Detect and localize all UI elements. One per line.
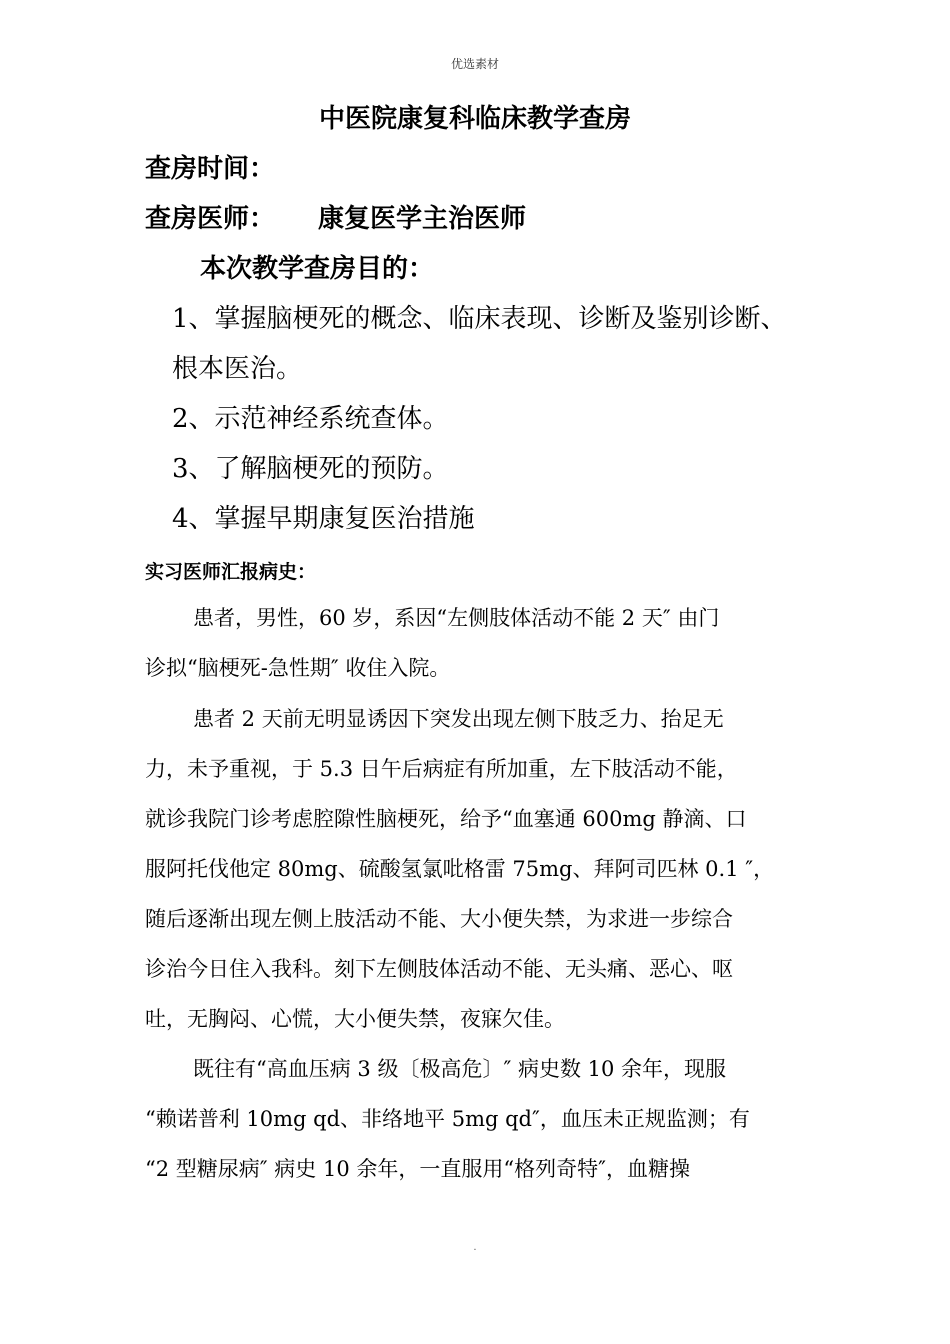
history-line: 服阿托伐他定 80mg、硫酸氢氯吡格雷 75mg、拜阿司匹林 0.1 ″，	[145, 857, 775, 881]
round-time-label: 查房时间：	[145, 154, 276, 184]
round-doctor-label: 查房医师：	[145, 204, 276, 234]
history-heading: 实习医师汇报病史：	[145, 561, 317, 583]
history-line: 患者，男性，60 岁，系因“左侧肢体活动不能 2 天″ 由门	[193, 606, 720, 630]
history-line: 患者 2 天前无明显诱因下突发出现左侧下肢乏力、抬足无	[193, 707, 724, 731]
round-doctor-value: 康复医学主治医师	[318, 204, 527, 234]
history-line: 就诊我院门诊考虑腔隙性脑梗死，给予“血塞通 600mg 静滴、口	[145, 807, 747, 831]
header-note: 优选素材	[450, 57, 499, 71]
history-line: 随后逐渐出现左侧上肢活动不能、大小便失禁，为求进一步综合	[145, 907, 733, 931]
document-title: 中医院康复科临床教学查房	[318, 104, 631, 134]
purpose-goal-2: 2、示范神经系统查体。	[172, 404, 449, 434]
purpose-goal-4: 4、掌握早期康复医治措施	[172, 504, 475, 534]
history-line: 诊治今日住入我科。刻下左侧肢体活动不能、无头痛、恶心、呕	[145, 957, 733, 981]
purpose-goal-1-continued: 根本医治。	[172, 354, 303, 384]
purpose-heading: 本次教学查房目的：	[200, 254, 435, 284]
history-line: 吐，无胸闷、心慌，大小便失禁，夜寐欠佳。	[145, 1007, 565, 1031]
history-line: “赖诺普利 10mg qd、非络地平 5mg qd″，血压未正规监测；有	[145, 1107, 750, 1131]
footer-mark: .	[473, 1242, 477, 1253]
purpose-goal-1: 1、掌握脑梗死的概念、临床表现、诊断及鉴别诊断、	[172, 304, 787, 334]
history-line: “2 型糖尿病″ 病史 10 余年，一直服用“格列奇特″，血糖操	[145, 1157, 690, 1181]
history-line: 力，未予重视，于 5.3 日午后病症有所加重，左下肢活动不能，	[145, 757, 738, 781]
purpose-goal-3: 3、了解脑梗死的预防。	[172, 454, 449, 484]
history-line: 诊拟“脑梗死-急性期″ 收住入院。	[145, 656, 451, 680]
history-line: 既往有“高血压病 3 级〔极高危〕″ 病史数 10 余年，现服	[193, 1057, 727, 1081]
